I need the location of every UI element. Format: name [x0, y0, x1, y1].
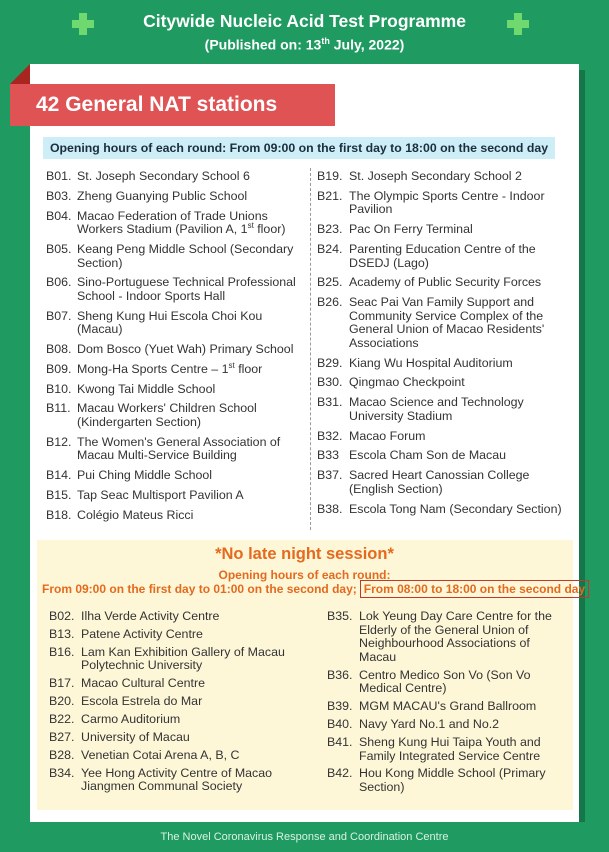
header	[0, 0, 609, 62]
no-late-hours	[42, 582, 586, 596]
station-code: B42.	[327, 766, 353, 781]
station-item	[317, 396, 569, 423]
station-code: B16.	[49, 644, 75, 659]
station-item	[46, 469, 308, 483]
station-name: Ilha Verde Activity Centre	[81, 609, 220, 623]
station-code: B24.	[317, 241, 343, 256]
station-item	[317, 357, 569, 371]
station-name: Pui Ching Middle School	[77, 468, 212, 483]
no-late-hours-label: Opening hours of each round:	[218, 568, 391, 582]
station-item	[317, 503, 569, 517]
station-item	[49, 677, 309, 691]
station-code: B27.	[49, 729, 75, 744]
station-name: Kwong Tai Middle School	[77, 381, 216, 396]
station-code: B35.	[327, 609, 353, 623]
station-code: B10.	[46, 381, 72, 396]
station-code: B18.	[46, 507, 72, 522]
station-code: B07.	[46, 308, 72, 323]
no-late-session-title: *No late night session*	[215, 545, 394, 563]
station-name: Escola Tong Nam (Secondary Section)	[349, 501, 562, 516]
station-item	[46, 170, 308, 184]
station-name: The Women's General Association of Macau Multi-Service Building	[77, 434, 281, 463]
station-name: Patene Activity Centre	[81, 626, 203, 641]
station-item	[46, 402, 308, 429]
station-name: Centro Medico Son Vo (Son Vo Medical Centre)	[359, 667, 531, 696]
general-stations-left	[46, 170, 308, 529]
station-item	[49, 767, 309, 794]
station-code: B08.	[46, 342, 72, 357]
station-item	[46, 383, 308, 397]
station-item	[317, 170, 569, 184]
station-name: Macau Workers' Children School (Kindergarten Section)	[77, 401, 257, 429]
station-code: B04.	[46, 208, 72, 223]
station-name: Sheng Kung Hui Taipa Youth and Family Integrated Service Centre	[359, 734, 541, 763]
station-code: B41.	[327, 734, 353, 749]
station-code: B25.	[317, 275, 343, 290]
station-name: Macao Science and Technology University Stadium	[349, 395, 524, 423]
station-code: B03.	[46, 188, 72, 203]
station-name: Lam Kan Exhibition Gallery of Macau Polytechnic University	[81, 644, 285, 673]
station-name: St. Joseph Secondary School 6	[77, 169, 250, 183]
station-name: Tap Seac Multisport Pavilion A	[77, 487, 244, 502]
station-item	[327, 700, 567, 714]
station-item	[327, 718, 567, 732]
station-name: Venetian Cotai Arena A, B, C	[81, 747, 240, 762]
published-date: (Published on: 13th July, 2022)	[204, 36, 405, 53]
station-item	[49, 749, 309, 763]
station-code: B39.	[327, 699, 353, 714]
station-item	[317, 296, 569, 350]
station-code: B15.	[46, 487, 72, 502]
footer: The Novel Coronavirus Response and Coordination Centre	[0, 822, 609, 852]
station-name: Escola Estrela do Mar	[81, 694, 203, 709]
station-name: MGM MACAU's Grand Ballroom	[359, 699, 537, 714]
station-name: Escola Cham Son de Macau	[349, 448, 507, 463]
station-item	[49, 628, 309, 642]
station-item	[46, 276, 308, 303]
station-code: B23.	[317, 222, 343, 237]
station-item	[49, 731, 309, 745]
station-name: Seac Pai Van Family Support and Community Service Complex of the General Union of Macao Residents' Associations	[349, 295, 545, 350]
station-name: The Olympic Sports Centre - Indoor Pavilion	[349, 188, 545, 217]
station-code: B38.	[317, 501, 343, 516]
station-item	[317, 430, 569, 444]
station-name: Sacred Heart Canossian College (English Section)	[349, 468, 530, 496]
station-item	[49, 695, 309, 709]
station-code: B11.	[46, 401, 71, 416]
station-code: B12.	[46, 434, 72, 449]
station-code: B06.	[46, 275, 72, 290]
station-item	[327, 736, 567, 763]
station-item	[46, 310, 308, 337]
general-stations-right	[317, 170, 569, 522]
station-code: B22.	[49, 712, 75, 727]
station-item	[46, 243, 308, 270]
station-item	[317, 276, 569, 290]
station-name: University of Macau	[81, 729, 190, 744]
station-name: Qingmao Checkpoint	[349, 375, 465, 390]
station-name: Kiang Wu Hospital Auditorium	[349, 355, 513, 370]
station-item	[49, 610, 309, 624]
station-code: B31.	[317, 395, 343, 410]
station-code: B32.	[317, 428, 343, 443]
station-name: St. Joseph Secondary School 2	[349, 169, 522, 183]
station-name: Sino-Portuguese Technical Professional School - Indoor Sports Hall	[77, 275, 296, 303]
station-item	[317, 243, 569, 270]
station-name: Yee Hong Activity Centre of Macao Jiangmen Communal Society	[81, 765, 273, 794]
station-item	[46, 360, 308, 377]
station-item	[49, 646, 309, 673]
station-name: Navy Yard No.1 and No.2	[359, 717, 500, 732]
section-banner: 42 General NAT stations	[10, 84, 335, 126]
no-late-hours-main: From 09:00 on the first day to 01:00 on the second day;	[42, 582, 357, 596]
station-code: B40.	[327, 717, 353, 732]
column-divider	[310, 168, 311, 530]
station-code: B37.	[317, 468, 343, 483]
banner-fold	[10, 64, 30, 84]
station-code: B09.	[46, 361, 72, 376]
station-item	[317, 223, 569, 237]
station-name: Macao Forum	[349, 428, 426, 443]
station-code: B34.	[49, 765, 75, 780]
station-name: Zheng Guanying Public School	[77, 188, 248, 203]
station-item	[49, 713, 309, 727]
station-code: B01.	[46, 169, 72, 183]
general-opening-hours: Opening hours of each round: From 09:00 on the first day to 18:00 on the second day	[43, 137, 555, 159]
no-late-stations-right	[327, 610, 567, 799]
station-item	[317, 469, 569, 496]
station-item	[46, 190, 308, 204]
no-late-stations-left	[49, 610, 309, 798]
station-item	[46, 509, 308, 523]
station-code: B05.	[46, 241, 72, 256]
station-name: Dom Bosco (Yuet Wah) Primary School	[77, 342, 294, 357]
station-name: Sheng Kung Hui Escola Choi Kou (Macau)	[77, 308, 263, 337]
station-code: B36.	[327, 667, 353, 682]
station-code: B19.	[317, 169, 343, 183]
station-name: Academy of Public Security Forces	[349, 275, 542, 290]
station-item	[46, 343, 308, 357]
station-name: Keang Peng Middle School (Secondary Section)	[77, 241, 294, 270]
station-name: Mong-Ha Sports Centre – 1st floor	[77, 360, 263, 376]
station-name: Lok Yeung Day Care Centre for the Elderly of the General Union of Neighbourhood Associations of Macau	[359, 609, 552, 664]
station-code: B21.	[317, 188, 343, 203]
station-code: B13.	[49, 626, 75, 641]
station-item	[327, 669, 567, 696]
station-code: B14.	[46, 468, 72, 483]
station-item	[46, 436, 308, 463]
station-name: Hou Kong Middle School (Primary Section)	[359, 766, 546, 795]
station-code: B26.	[317, 295, 343, 310]
station-code: B02.	[49, 609, 75, 623]
station-code: B29.	[317, 355, 343, 370]
station-name: Macao Federation of Trade Unions Workers Stadium (Pavilion A, 1st floor)	[77, 208, 286, 237]
station-item	[317, 376, 569, 390]
station-item	[317, 190, 569, 217]
page-title: Citywide Nucleic Acid Test Programme	[143, 11, 466, 31]
station-code: B20.	[49, 694, 75, 709]
station-code: B30.	[317, 375, 343, 390]
station-name: Macao Cultural Centre	[81, 676, 205, 691]
station-code: B17.	[49, 676, 75, 691]
station-name: Carmo Auditorium	[81, 712, 181, 727]
no-late-hours-boxed: From 08:00 to 18:00 on the second day	[360, 580, 589, 598]
station-item	[46, 489, 308, 503]
station-name: Pac On Ferry Terminal	[349, 222, 473, 237]
station-item	[327, 610, 567, 664]
station-item	[327, 767, 567, 794]
station-name: Parenting Education Centre of the DSEDJ (Lago)	[349, 241, 536, 270]
station-name: Colégio Mateus Ricci	[77, 507, 194, 522]
station-item	[317, 449, 569, 463]
station-code: B28.	[49, 747, 75, 762]
station-code: B33	[317, 448, 340, 463]
station-item	[46, 210, 308, 237]
